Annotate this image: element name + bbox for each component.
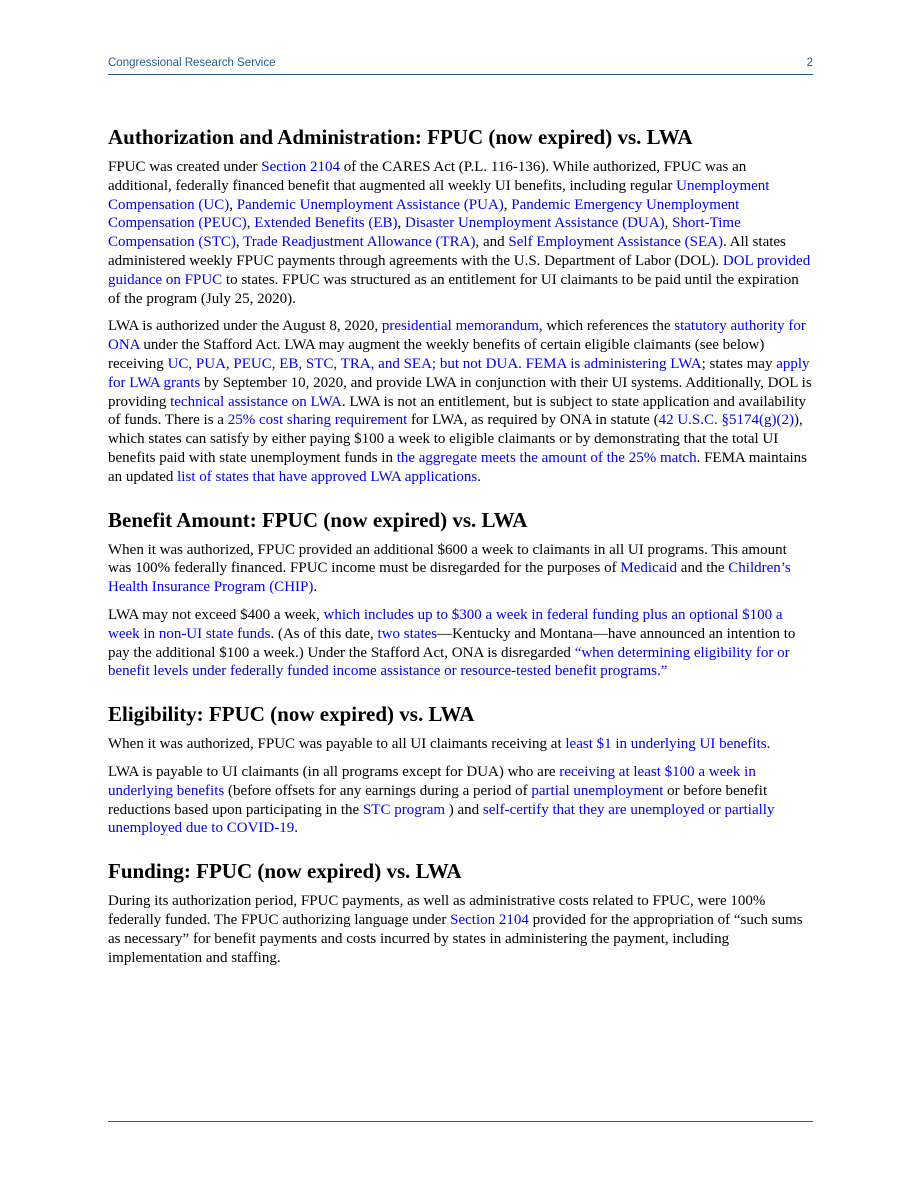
hyperlink[interactable]: Disaster Unemployment Assistance (DUA) xyxy=(405,215,665,232)
hyperlink[interactable]: Short-Time Compensation (STC) xyxy=(108,215,741,251)
text-run: provided for the appropriation of “such sums as necessary” for benefit payments and costs incurred by states in administering the payment, including implementation and staffing. xyxy=(108,911,803,966)
text-run: . xyxy=(477,468,481,485)
text-run: ), which states can satisfy by either paying $100 a week to eligible claimants or by demonstrating that the total UI benefits paid with state unemployment funds in xyxy=(108,412,803,466)
text-run: under the Stafford Act. LWA may augment the weekly benefits of certain eligible claimants (see below) receiving xyxy=(108,337,765,372)
text-run: , xyxy=(664,215,673,232)
hyperlink[interactable]: two states xyxy=(377,625,438,642)
paragraph xyxy=(108,763,813,838)
header-org: Congressional Research Service xyxy=(108,57,276,69)
text-run: (before offsets for any earnings during a period of xyxy=(224,782,532,799)
text-run: , which references the xyxy=(538,318,675,335)
section-heading: Eligibility: FPUC (now expired) vs. LWA xyxy=(108,702,475,727)
hyperlink[interactable]: Pandemic Unemployment Assistance (PUA) xyxy=(236,196,504,213)
hyperlink[interactable]: Extended Benefits (EB) xyxy=(254,215,398,232)
hyperlink[interactable]: Section 2104 xyxy=(450,911,529,928)
text-run: . LWA is not an entitlement, but is subject to state application and availability of funds. There is a xyxy=(108,393,807,429)
hyperlink[interactable]: list of states that have approved LWA applications xyxy=(177,468,478,485)
text-run: . xyxy=(313,579,318,596)
hyperlink[interactable]: 42 U.S.C. §5174(g)(2) xyxy=(658,412,794,429)
text-run: LWA may not exceed $400 a week, xyxy=(108,606,324,623)
hyperlink[interactable]: receiving at least $100 a week in underlying benefits xyxy=(108,763,756,799)
hyperlink[interactable]: apply for LWA grants xyxy=(108,355,810,391)
text-run: . FEMA maintains an updated xyxy=(108,449,808,485)
hyperlink[interactable]: Pandemic Emergency Unemployment Compensation (PEUC) xyxy=(108,196,740,232)
text-run: of the CARES Act (P.L. 116-136). While authorized, FPUC was an additional, federally financed benefit that augmented all weekly UI benefits, including regular xyxy=(108,159,747,194)
text-run: , xyxy=(397,215,406,232)
text-run: FPUC was created under xyxy=(108,159,262,175)
hyperlink[interactable]: STC program xyxy=(362,801,446,818)
paragraph xyxy=(108,892,813,967)
section-heading: Benefit Amount: FPUC (now expired) vs. LWA xyxy=(108,507,528,532)
hyperlink[interactable]: presidential memorandum xyxy=(381,318,539,335)
text-run: When it was authorized, FPUC was payable to all UI claimants receiving at xyxy=(108,736,566,753)
text-run: , xyxy=(229,196,237,213)
hyperlink[interactable]: Trade Readjustment Allowance (TRA) xyxy=(243,234,476,251)
text-run: , xyxy=(235,234,244,251)
document-body xyxy=(108,124,813,976)
paragraph xyxy=(108,541,813,597)
text-run: , xyxy=(246,215,255,232)
hyperlink[interactable]: “when determining eligibility for or benefit levels under federally funded income assistance or resource-tested benefit programs.” xyxy=(108,644,790,680)
text-run: to states. FPUC was structured as an entitlement for UI claimants to be paid until the expiration of the program (July 25, 2020). xyxy=(108,271,799,307)
hyperlink[interactable]: self-certify that they are unemployed or partially unemployed due to COVID-19 xyxy=(108,801,775,837)
text-run: During its authorization period, FPUC payments, as well as administrative costs related to FPUC, were 100% federally funded. The FPUC authorizing language under xyxy=(108,893,766,928)
hyperlink[interactable]: UC, PUA, PEUC, EB, STC, TRA, and SEA; but not DUA. xyxy=(167,355,522,372)
page-header xyxy=(108,56,813,75)
text-run: for LWA, as required by ONA in statute ( xyxy=(407,412,659,429)
page-number: 2 xyxy=(806,57,813,69)
hyperlink[interactable]: statutory authority for ONA xyxy=(108,318,806,354)
text-run: —Kentucky and Montana—have announced an intention to pay the additional $100 a week.) Under the Stafford Act, ONA is disregarded xyxy=(108,625,796,661)
section-heading: Authorization and Administration: FPUC (now expired) vs. LWA xyxy=(108,125,693,149)
paragraph xyxy=(108,158,813,308)
hyperlink[interactable]: least $1 in underlying UI benefits. xyxy=(565,736,771,753)
paragraph xyxy=(108,735,813,754)
text-run: by September 10, 2020, and provide LWA in conjunction with their UI systems. Additionally, DOL is providing xyxy=(108,374,812,410)
section-heading: Funding: FPUC (now expired) vs. LWA xyxy=(108,859,462,884)
text-run: LWA is payable to UI claimants (in all programs except for DUA) who are xyxy=(108,763,560,780)
text-run: and the xyxy=(677,560,729,577)
text-run: ; states may xyxy=(701,355,777,372)
hyperlink[interactable]: Children’s Health Insurance Program (CHIP) xyxy=(108,560,791,596)
footer-rule xyxy=(108,1121,813,1122)
text-run: . All states administered weekly FPUC payments through agreements with the U.S. Department of Labor (DOL). xyxy=(108,234,786,269)
text-run: When it was authorized, FPUC provided an additional $600 a week to claimants in all UI programs. This amount was 100% federally financed. FPUC income must be disregarded for the purposes of xyxy=(108,541,787,577)
paragraph xyxy=(108,606,813,681)
hyperlink[interactable]: partial unemployment xyxy=(531,782,664,799)
hyperlink[interactable]: 25% cost sharing requirement xyxy=(227,412,408,429)
text-run: ) and xyxy=(445,801,483,818)
text-run: , and xyxy=(475,234,509,251)
hyperlink[interactable]: Self Employment Assistance (SEA) xyxy=(508,234,723,251)
hyperlink[interactable]: Unemployment Compensation (UC) xyxy=(108,177,770,213)
text-run: LWA is authorized under the August 8, 2020, xyxy=(108,318,382,335)
hyperlink[interactable]: the aggregate meets the amount of the 25% match xyxy=(396,449,697,466)
hyperlink[interactable]: technical assistance on LWA xyxy=(170,393,342,410)
hyperlink[interactable]: which includes up to $300 a week in federal funding plus an optional $100 a week in non-UI state funds xyxy=(108,606,783,642)
hyperlink[interactable]: Medicaid xyxy=(620,560,678,577)
hyperlink[interactable]: DOL provided guidance on FPUC xyxy=(108,252,811,288)
text-run: or before benefit reductions based upon participating in the xyxy=(108,782,768,818)
hyperlink[interactable]: FEMA is administering LWA xyxy=(525,355,702,372)
text-run: . xyxy=(294,820,298,837)
text-run: , xyxy=(503,196,512,213)
text-run: . (As of this date, xyxy=(270,625,378,642)
paragraph xyxy=(108,317,813,486)
hyperlink[interactable]: Section 2104 xyxy=(261,159,341,175)
